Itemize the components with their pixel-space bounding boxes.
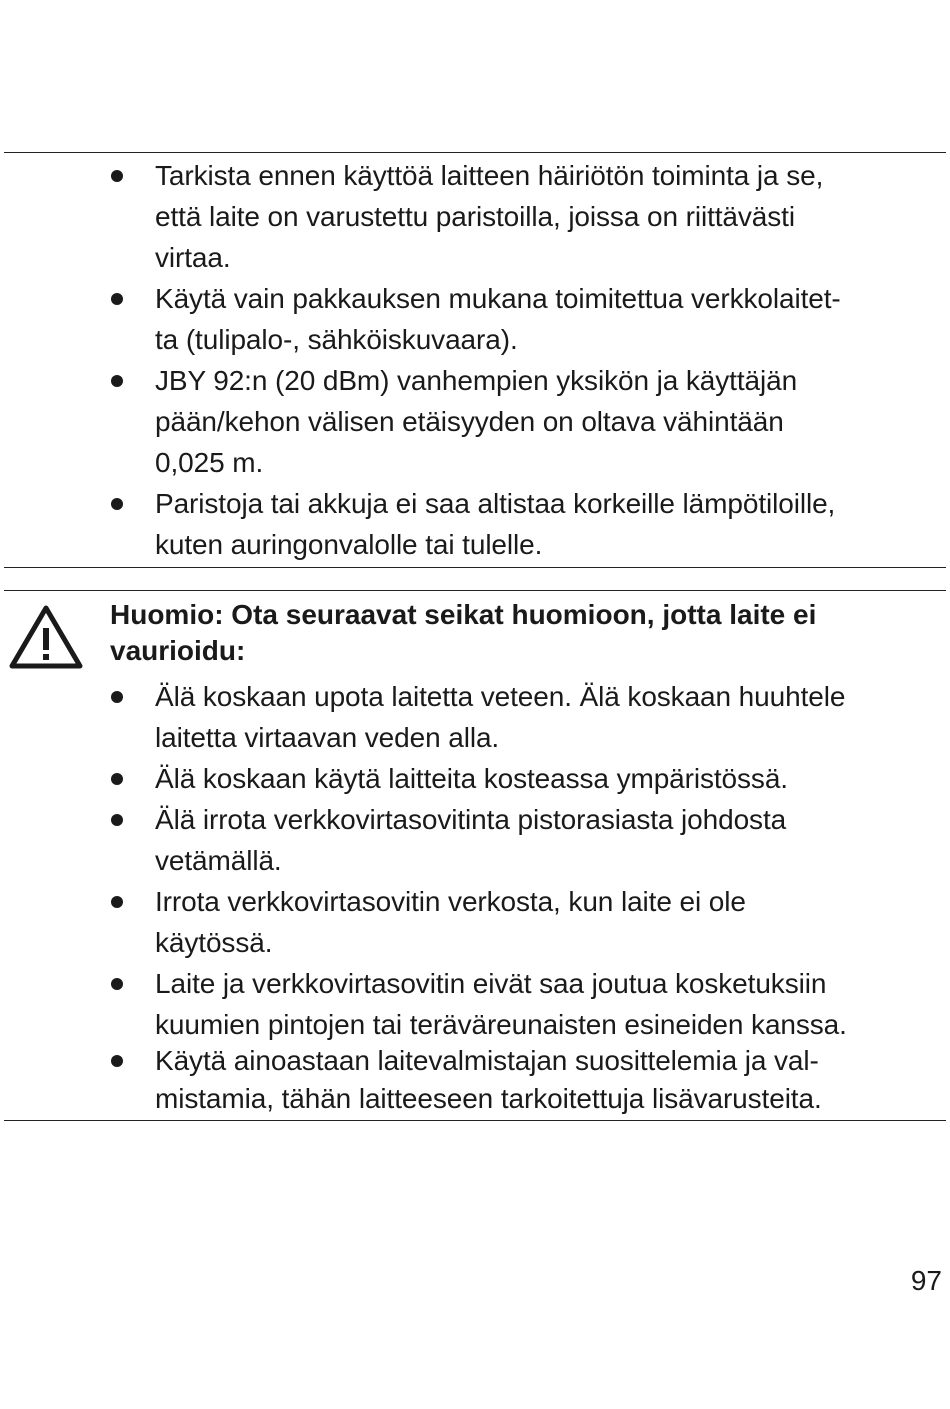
item-line: Käytä vain pakkauksen mukana toimitettua verkkolaitet- — [155, 283, 841, 314]
item-line: ta (tulipalo-, sähköiskuvaara). — [155, 324, 518, 355]
section1-bottom-rule — [4, 567, 946, 568]
bullet-icon — [111, 896, 123, 908]
item-line: virtaa. — [155, 242, 231, 273]
item-line: että laite on varustettu paristoilla, joissa on riittävästi — [155, 201, 795, 232]
item-line: Käytä ainoastaan laitevalmistajan suosittelemia ja val- — [155, 1045, 819, 1076]
item-line: JBY 92:n (20 dBm) vanhempien yksikön ja käyttäjän — [155, 365, 798, 396]
item-line: kuumien pintojen tai teräväreunaisten esineiden kanssa. — [155, 1009, 847, 1040]
warning-heading-line: Huomio: Ota seuraavat seikat huomioon, jotta laite ei — [110, 599, 817, 630]
warning-heading-line: vaurioidu: — [110, 635, 246, 666]
item-line: Älä koskaan käytä laitteita kosteassa ympäristössä. — [155, 763, 788, 794]
item-line: Paristoja tai akkuja ei saa altistaa korkeille lämpötiloille, — [155, 488, 836, 519]
bullet-icon — [111, 978, 123, 990]
bullet-icon — [111, 170, 123, 182]
item-line: laitetta virtaavan veden alla. — [155, 722, 500, 753]
item-line: mistamia, tähän laitteeseen tarkoitettuja lisävarusteita. — [155, 1083, 822, 1114]
item-line: Tarkista ennen käyttöä laitteen häiriötön toiminta ja se, — [155, 160, 824, 191]
bullet-icon — [111, 691, 123, 703]
bullet-icon — [111, 498, 123, 510]
bullet-icon — [111, 1055, 123, 1067]
bullet-icon — [111, 293, 123, 305]
item-line: Älä irrota verkkovirtasovitinta pistorasiasta johdosta — [155, 804, 787, 835]
item-line: 0,025 m. — [155, 447, 264, 478]
bullet-icon — [111, 773, 123, 785]
item-line: Laite ja verkkovirtasovitin eivät saa joutua kosketuksiin — [155, 968, 827, 999]
item-line: käytössä. — [155, 927, 273, 958]
section2-top-rule — [4, 590, 946, 591]
item-line: vetämällä. — [155, 845, 282, 876]
bullet-icon — [111, 814, 123, 826]
item-line: Älä koskaan upota laitetta veteen. Älä koskaan huuhtele — [155, 681, 846, 712]
section2-bottom-rule — [4, 1120, 946, 1121]
item-line: kuten auringonvalolle tai tulelle. — [155, 529, 543, 560]
page-number: 97 — [910, 1265, 942, 1296]
top-rule — [4, 152, 946, 153]
bullet-icon — [111, 375, 123, 387]
item-line: Irrota verkkovirtasovitin verkosta, kun laite ei ole — [155, 886, 746, 917]
item-line: pään/kehon välisen etäisyyden on oltava vähintään — [155, 406, 784, 437]
warning-triangle-icon — [8, 604, 84, 670]
